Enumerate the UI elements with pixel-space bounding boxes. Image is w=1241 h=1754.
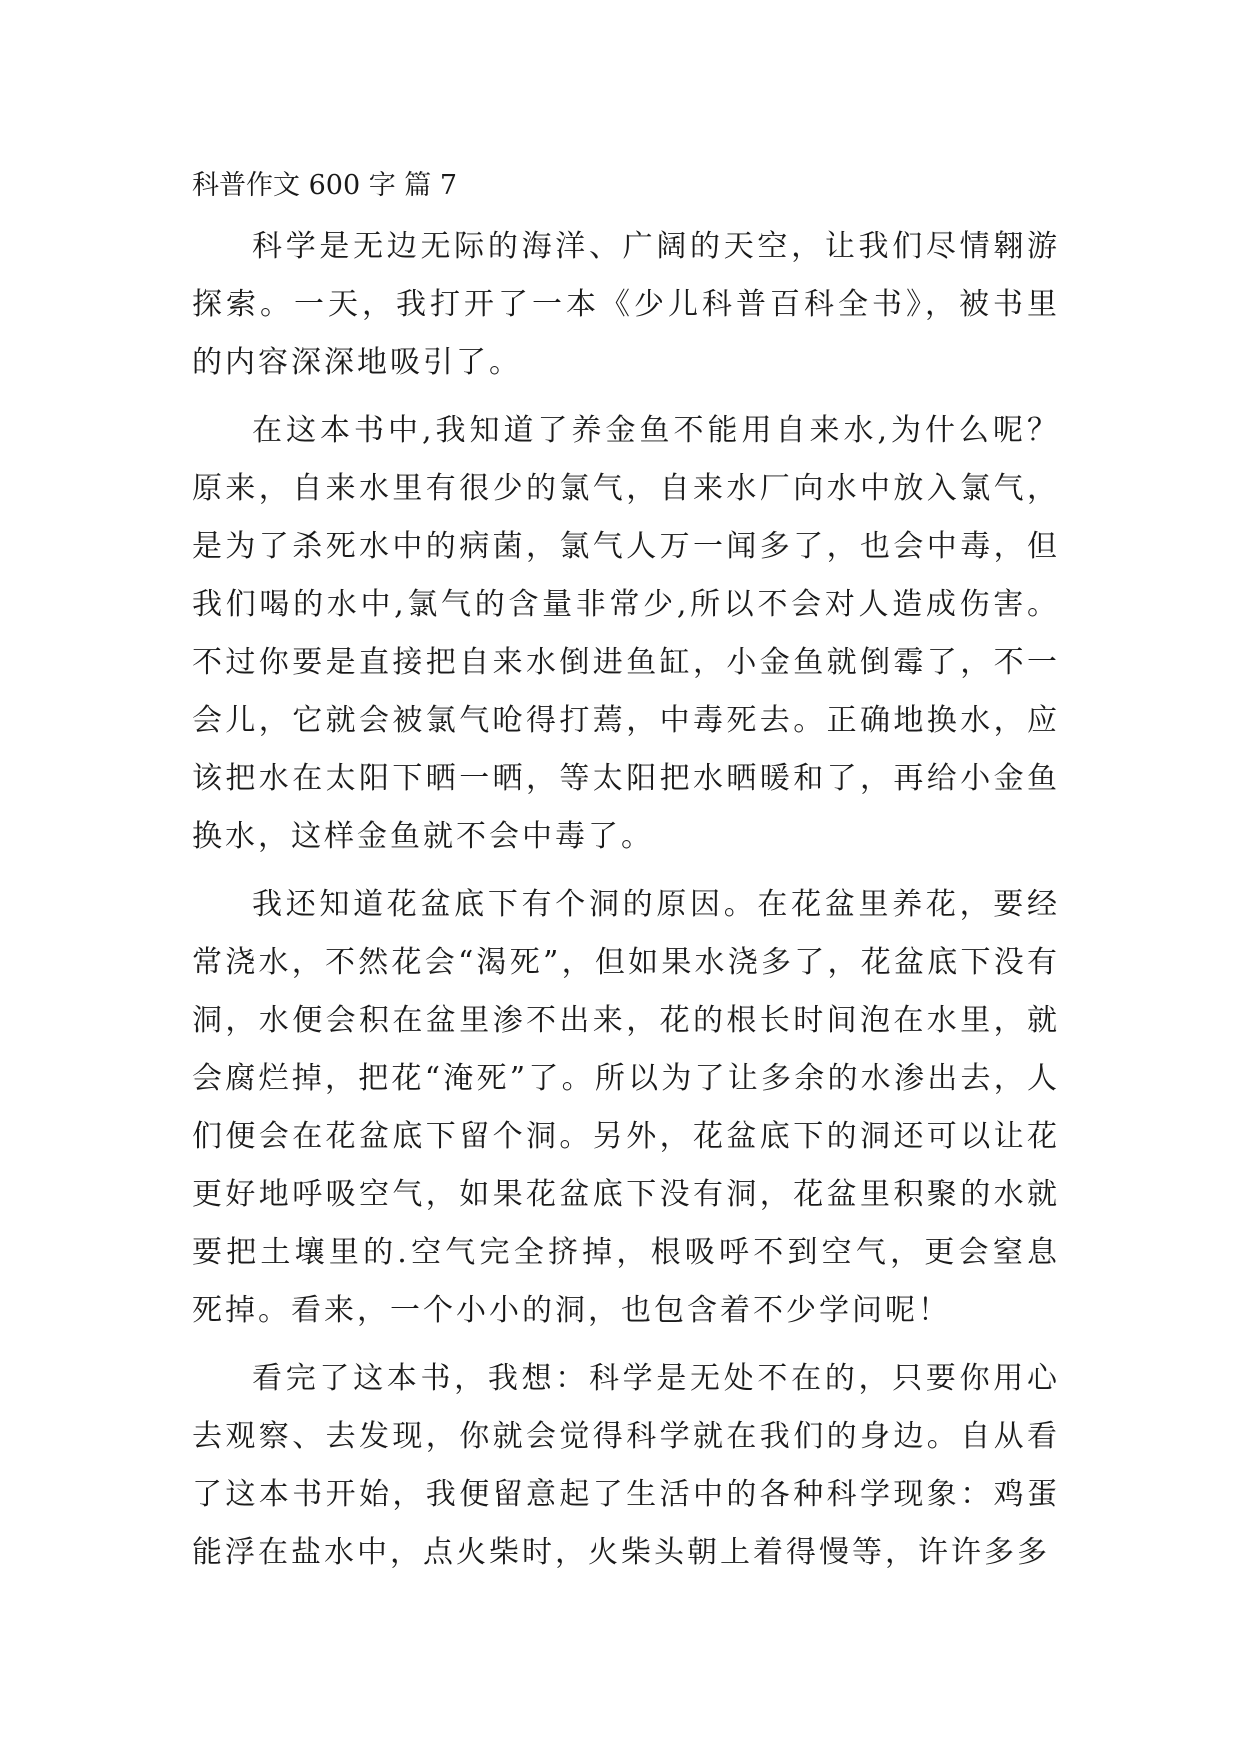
paragraph-goldfish: 在这本书中,我知道了养金鱼不能用自来水,为什么呢？原来，自来水里有很少的氯气，自来水厂向水中放入氯气，是为了杀死水中的病菌，氯气人万一闻多了，也会中毒，但我们喝的水中,氯气的含量非常少,所以不会对人造成伤害。不过你要是直接把自来水倒进鱼缸，小金鱼就倒霉了，不一会儿，它就会被氯气呛得打蔫，中毒死去。正确地换水，应该把水在太阳下晒一晒，等太阳把水晒暖和了，再给小金鱼换水，这样金鱼就不会中毒了。 (192, 413, 1060, 854)
document-title: 科普作文 600 字 篇 7 (192, 170, 458, 201)
paragraph-flowerpot: 我还知道花盆底下有个洞的原因。在花盆里养花，要经常浇水，不然花会“渴死”，但如果水浇多了，花盆底下没有洞，水便会积在盆里渗不出来，花的根长时间泡在水里，就会腐烂掉，把花“淹死”了。所以为了让多余的水渗出去，人们便会在花盆底下留个洞。另外，花盆底下的洞还可以让花更好地呼吸空气，如果花盆底下没有洞，花盆里积聚的水就要把土壤里的.空气完全挤掉，根吸呼不到空气，更会窒息死掉。看来，一个小小的洞，也包含着不少学问呢！ (192, 887, 1060, 1328)
paragraph-intro: 科学是无边无际的海洋、广阔的天空，让我们尽情翱游探索。一天，我打开了一本《少儿科普百科全书》，被书里的内容深深地吸引了。 (192, 229, 1060, 380)
paragraph-conclusion: 看完了这本书，我想：科学是无处不在的，只要你用心去观察、去发现，你就会觉得科学就在我们的身边。自从看了这本书开始，我便留意起了生活中的各种科学现象：鸡蛋能浮在盐水中，点火柴时，火柴头朝上着得慢等，许许多多 (192, 1361, 1060, 1570)
document-body (192, 158, 1060, 1582)
